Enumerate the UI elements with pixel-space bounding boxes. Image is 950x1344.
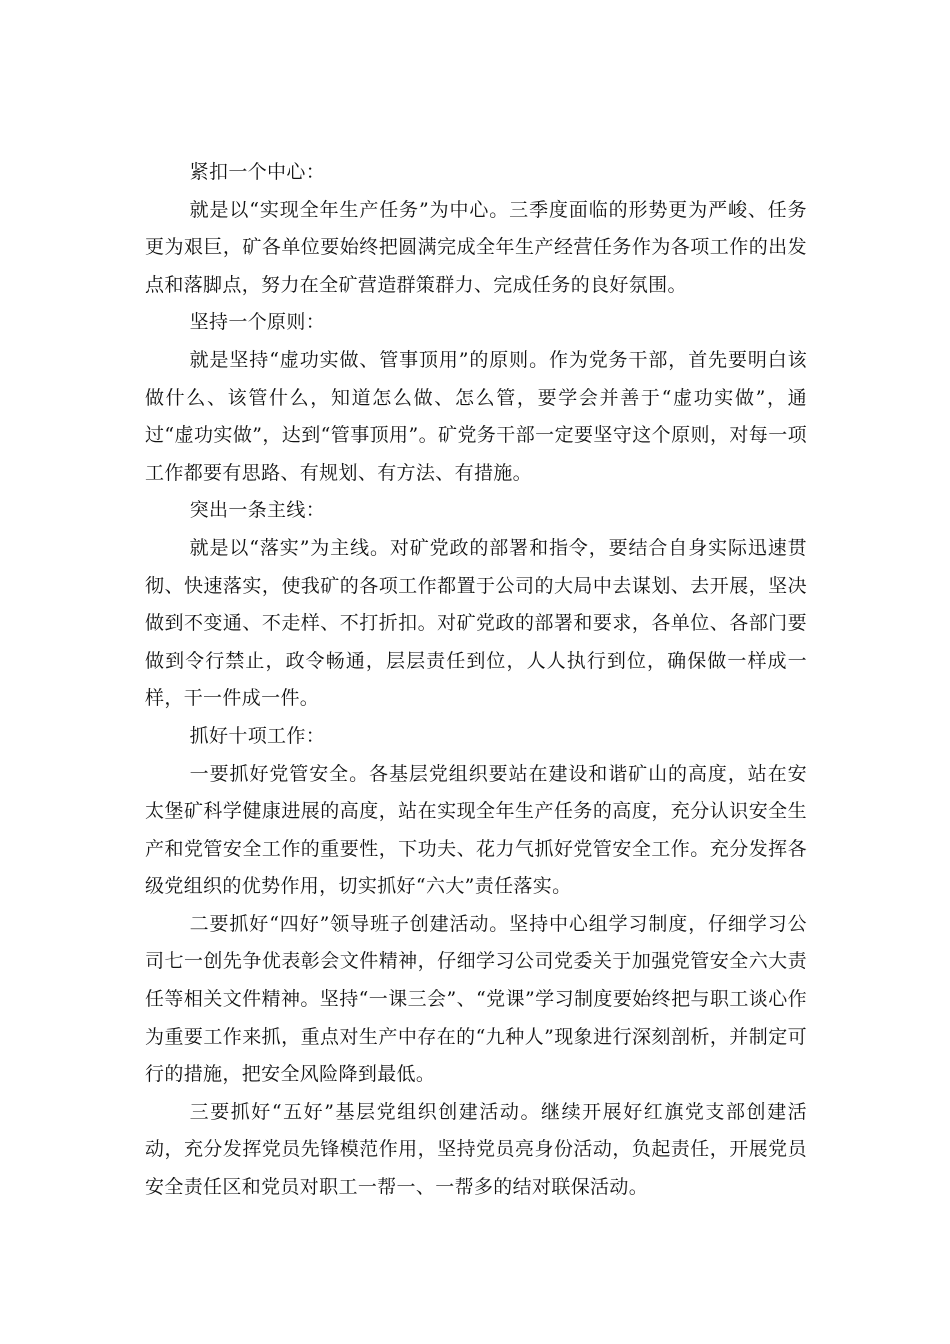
- heading-ten-tasks: 抓好十项工作：: [189, 724, 326, 747]
- document-body: [145, 154, 807, 1207]
- paragraph-principle: 就是坚持“虚功实做、管事顶用”的原则。作为党务干部，首先要明白该做什么、该管什么，知道怎么做、怎么管，要学会并善于“虚功实做”，通过“虚功实做”，达到“管事顶用”。矿党务干部一定要坚守这个原则，对每一项工作都要有思路、有规划、有方法、有措施。: [145, 348, 807, 484]
- heading-one-principle: 坚持一个原则：: [189, 311, 326, 334]
- heading-one-mainline: 突出一条主线：: [189, 499, 326, 522]
- paragraph-task-three: 三要抓好“五好”基层党组织创建活动。继续开展好红旗党支部创建活动，充分发挥党员先锋模范作用，坚持党员亮身份活动，负起责任，开展党员安全责任区和党员对职工一帮一、一帮多的结对联保活动。: [145, 1100, 807, 1199]
- heading-one-center: 紧扣一个中心：: [189, 161, 326, 183]
- paragraph-task-one: 一要抓好党管安全。各基层党组织要站在建设和谐矿山的高度，站在安太堡矿科学健康进展的高度，站在实现全年生产任务的高度，充分认识安全生产和党管安全工作的重要性，下功夫、花力气抓好党管安全工作。充分发挥各级党组织的优势作用，切实抓好“六大”责任落实。: [145, 762, 807, 898]
- paragraph-mainline: 就是以“落实”为主线。对矿党政的部署和指令，要结合自身实际迅速贯彻、快速落实，使我矿的各项工作都置于公司的大局中去谋划、去开展，坚决做到不变通、不走样、不打折扣。对矿党政的部署和要求，各单位、各部门要做到令行禁止，政令畅通，层层责任到位，人人执行到位，确保做一样成一样，干一件成一件。: [145, 536, 807, 710]
- paragraph-center: 就是以“实现全年生产任务”为中心。三季度面临的形势更为严峻、任务更为艰巨，矿各单位要始终把圆满完成全年生产经营任务作为各项工作的出发点和落脚点，努力在全矿营造群策群力、完成任务的良好氛围。: [145, 198, 807, 296]
- paragraph-task-two: 二要抓好“四好”领导班子创建活动。坚持中心组学习制度，仔细学习公司七一创先争优表彰会文件精神，仔细学习公司党委关于加强党管安全六大责任等相关文件精神。坚持“一课三会”、“党课”学习制度要始终把与职工谈心作为重要工作来抓，重点对生产中存在的“九种人”现象进行深刻剖析，并制定可行的措施，把安全风险降到最低。: [145, 912, 807, 1086]
